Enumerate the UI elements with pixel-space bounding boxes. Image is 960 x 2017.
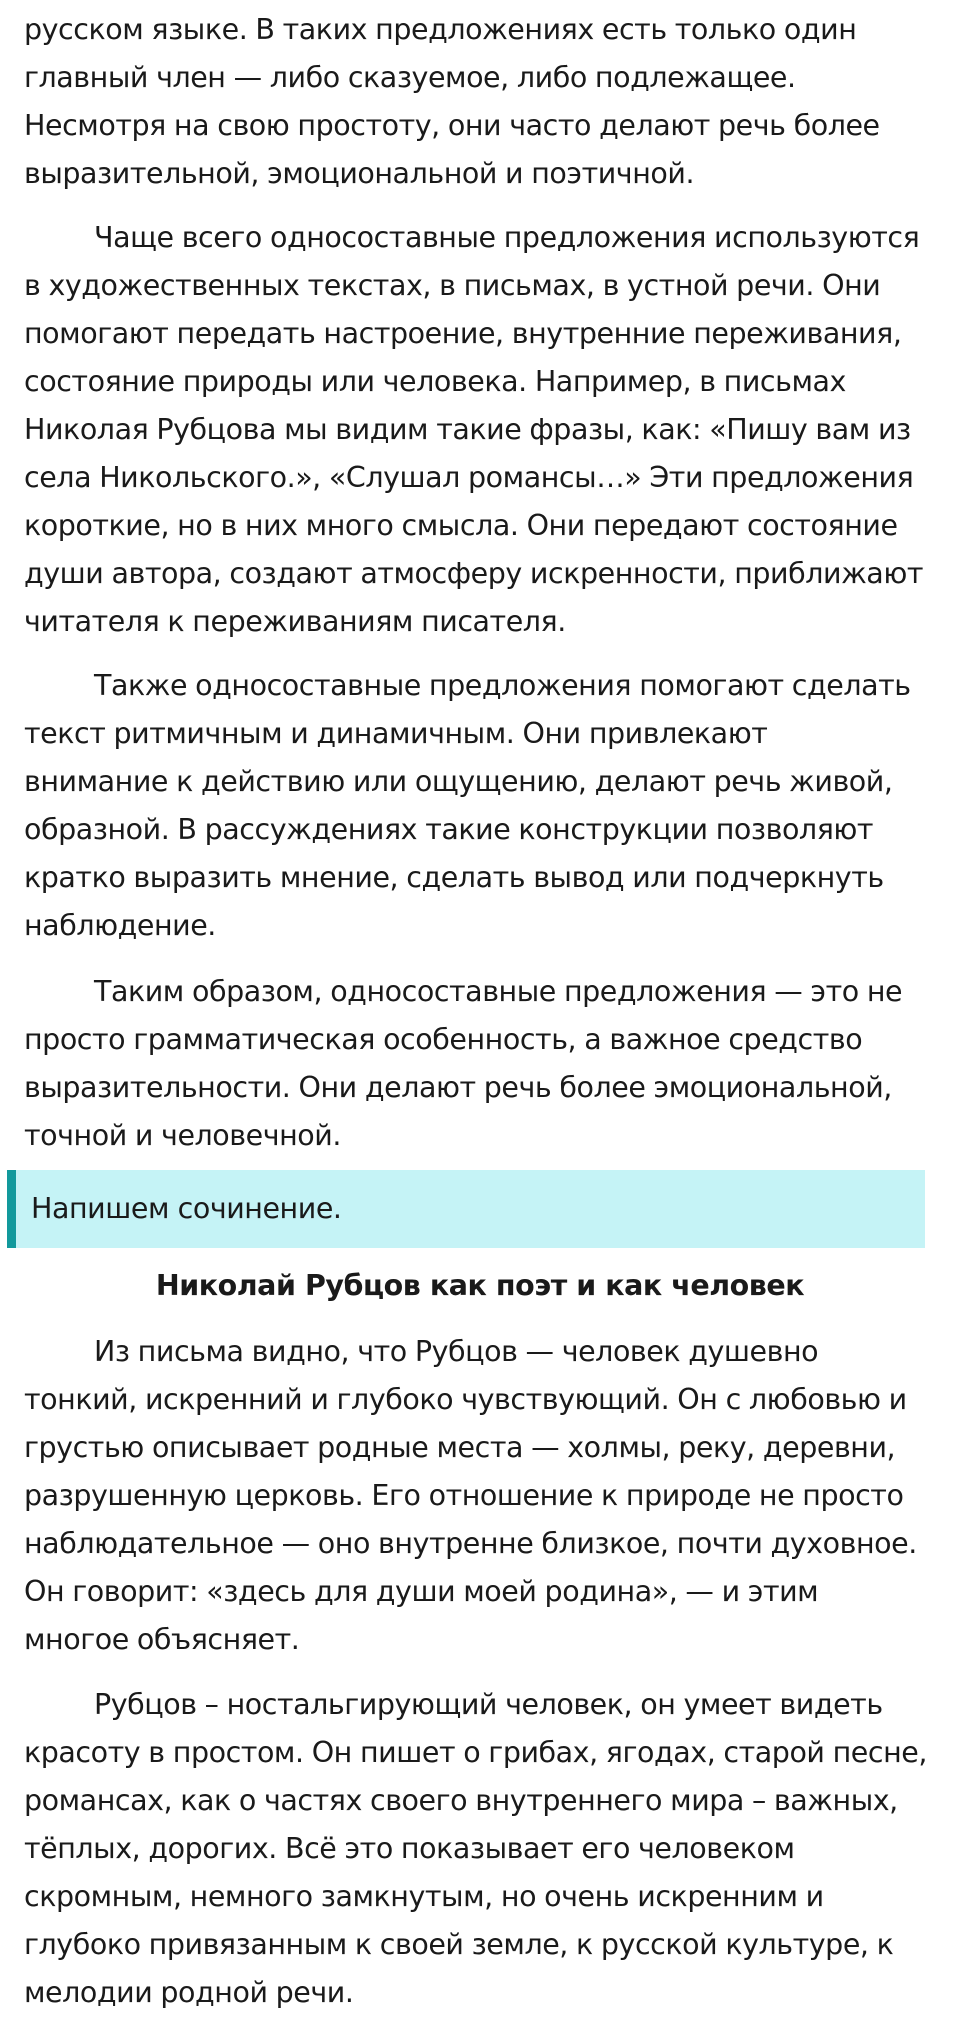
text-line: Рубцов – ностальгирующий человек, он умеет видеть	[94, 1688, 883, 1721]
paragraph-usage	[0, 214, 947, 646]
essay-paragraph-2	[0, 1681, 951, 2017]
text-line: тёплых, дорогих. Всё это показывает его человеком	[24, 1832, 795, 1865]
text-line: точной и человечной.	[24, 1119, 341, 1152]
text-line: Таким образом, односоставные предложения — это не	[94, 975, 903, 1008]
text-line: наблюдение.	[24, 909, 216, 942]
text-line: тонкий, искренний и глубоко чувствующий. Он с любовью и	[24, 1383, 907, 1416]
text-line: наблюдательное — оно внутренне близкое, почти духовное.	[24, 1527, 917, 1560]
essay-paragraph-2-block	[0, 1681, 951, 2017]
text-line: помогают передать настроение, внутренние переживания,	[24, 317, 902, 350]
paragraph-usage-block	[0, 214, 947, 646]
text-line: Несмотря на свою простоту, они часто делают речь более	[24, 109, 880, 142]
text-line: кратко выразить мнение, сделать вывод или подчеркнуть	[24, 861, 884, 894]
text-line: главный член — либо сказуемое, либо подлежащее.	[24, 61, 796, 94]
text-line: мелодии родной речи.	[24, 1976, 354, 2009]
text-line: многое объясняет.	[24, 1623, 300, 1656]
text-line: красоту в простом. Он пишет о грибах, ягодах, старой песне,	[24, 1736, 927, 1769]
text-line: Из письма видно, что Рубцов — человек душевно	[94, 1335, 819, 1368]
text-line: образной. В рассуждениях такие конструкции позволяют	[24, 813, 874, 846]
callout-banner	[7, 1170, 925, 1248]
text-line: грустью описывает родные места — холмы, реку, деревни,	[24, 1431, 896, 1464]
essay-paragraph-1	[0, 1328, 941, 1664]
essay-title: Николай Рубцов как поэт и как человек	[155, 1269, 805, 1302]
text-line: короткие, но в них много смысла. Они передают состояние	[24, 509, 898, 542]
paragraph-conclusion	[0, 968, 926, 1160]
text-line: состояние природы или человека. Например, в письмах	[24, 365, 846, 398]
text-line: души автора, создают атмосферу искренности, приближают	[24, 557, 924, 590]
text-line: Николая Рубцова мы видим такие фразы, как: «Пишу вам из	[24, 413, 911, 446]
text-line: в художественных текстах, в письмах, в устной речи. Они	[24, 269, 881, 302]
text-line: текст ритмичным и динамичным. Они привлекают	[24, 717, 768, 750]
callout-text: Напишем сочинение.	[31, 1192, 342, 1225]
text-line: читателя к переживаниям писателя.	[24, 605, 566, 638]
paragraph-intro	[0, 6, 904, 198]
text-line: выразительной, эмоциональной и поэтичной.	[24, 157, 695, 190]
text-line: просто грамматическая особенность, а важное средство	[24, 1023, 863, 1056]
text-line: разрушенную церковь. Его отношение к природе не просто	[24, 1479, 904, 1512]
text-line: Чаще всего односоставные предложения используются	[94, 221, 920, 254]
paragraph-rhythm-block	[0, 662, 935, 950]
text-line: скромным, немного замкнутым, но очень искренним и	[24, 1880, 824, 1913]
paragraph-conclusion-block	[0, 968, 926, 1160]
text-line: внимание к действию или ощущению, делают речь живой,	[24, 765, 893, 798]
top-text-section	[0, 6, 904, 198]
text-line: Он говорит: «здесь для души моей родина», — и этим	[24, 1575, 819, 1608]
text-line: глубоко привязанным к своей земле, к русской культуре, к	[24, 1928, 894, 1961]
text-line: села Никольского.», «Слушал романсы…» Эти предложения	[24, 461, 914, 494]
text-line: выразительности. Они делают речь более эмоциональной,	[24, 1071, 892, 1104]
text-line: Также односоставные предложения помогают сделать	[94, 669, 911, 702]
text-line: русском языке. В таких предложениях есть только один	[24, 13, 857, 46]
text-line: романсах, как о частях своего внутреннего мира – важных,	[24, 1784, 898, 1817]
paragraph-rhythm	[0, 662, 935, 950]
essay-paragraph-1-block	[0, 1328, 941, 1664]
